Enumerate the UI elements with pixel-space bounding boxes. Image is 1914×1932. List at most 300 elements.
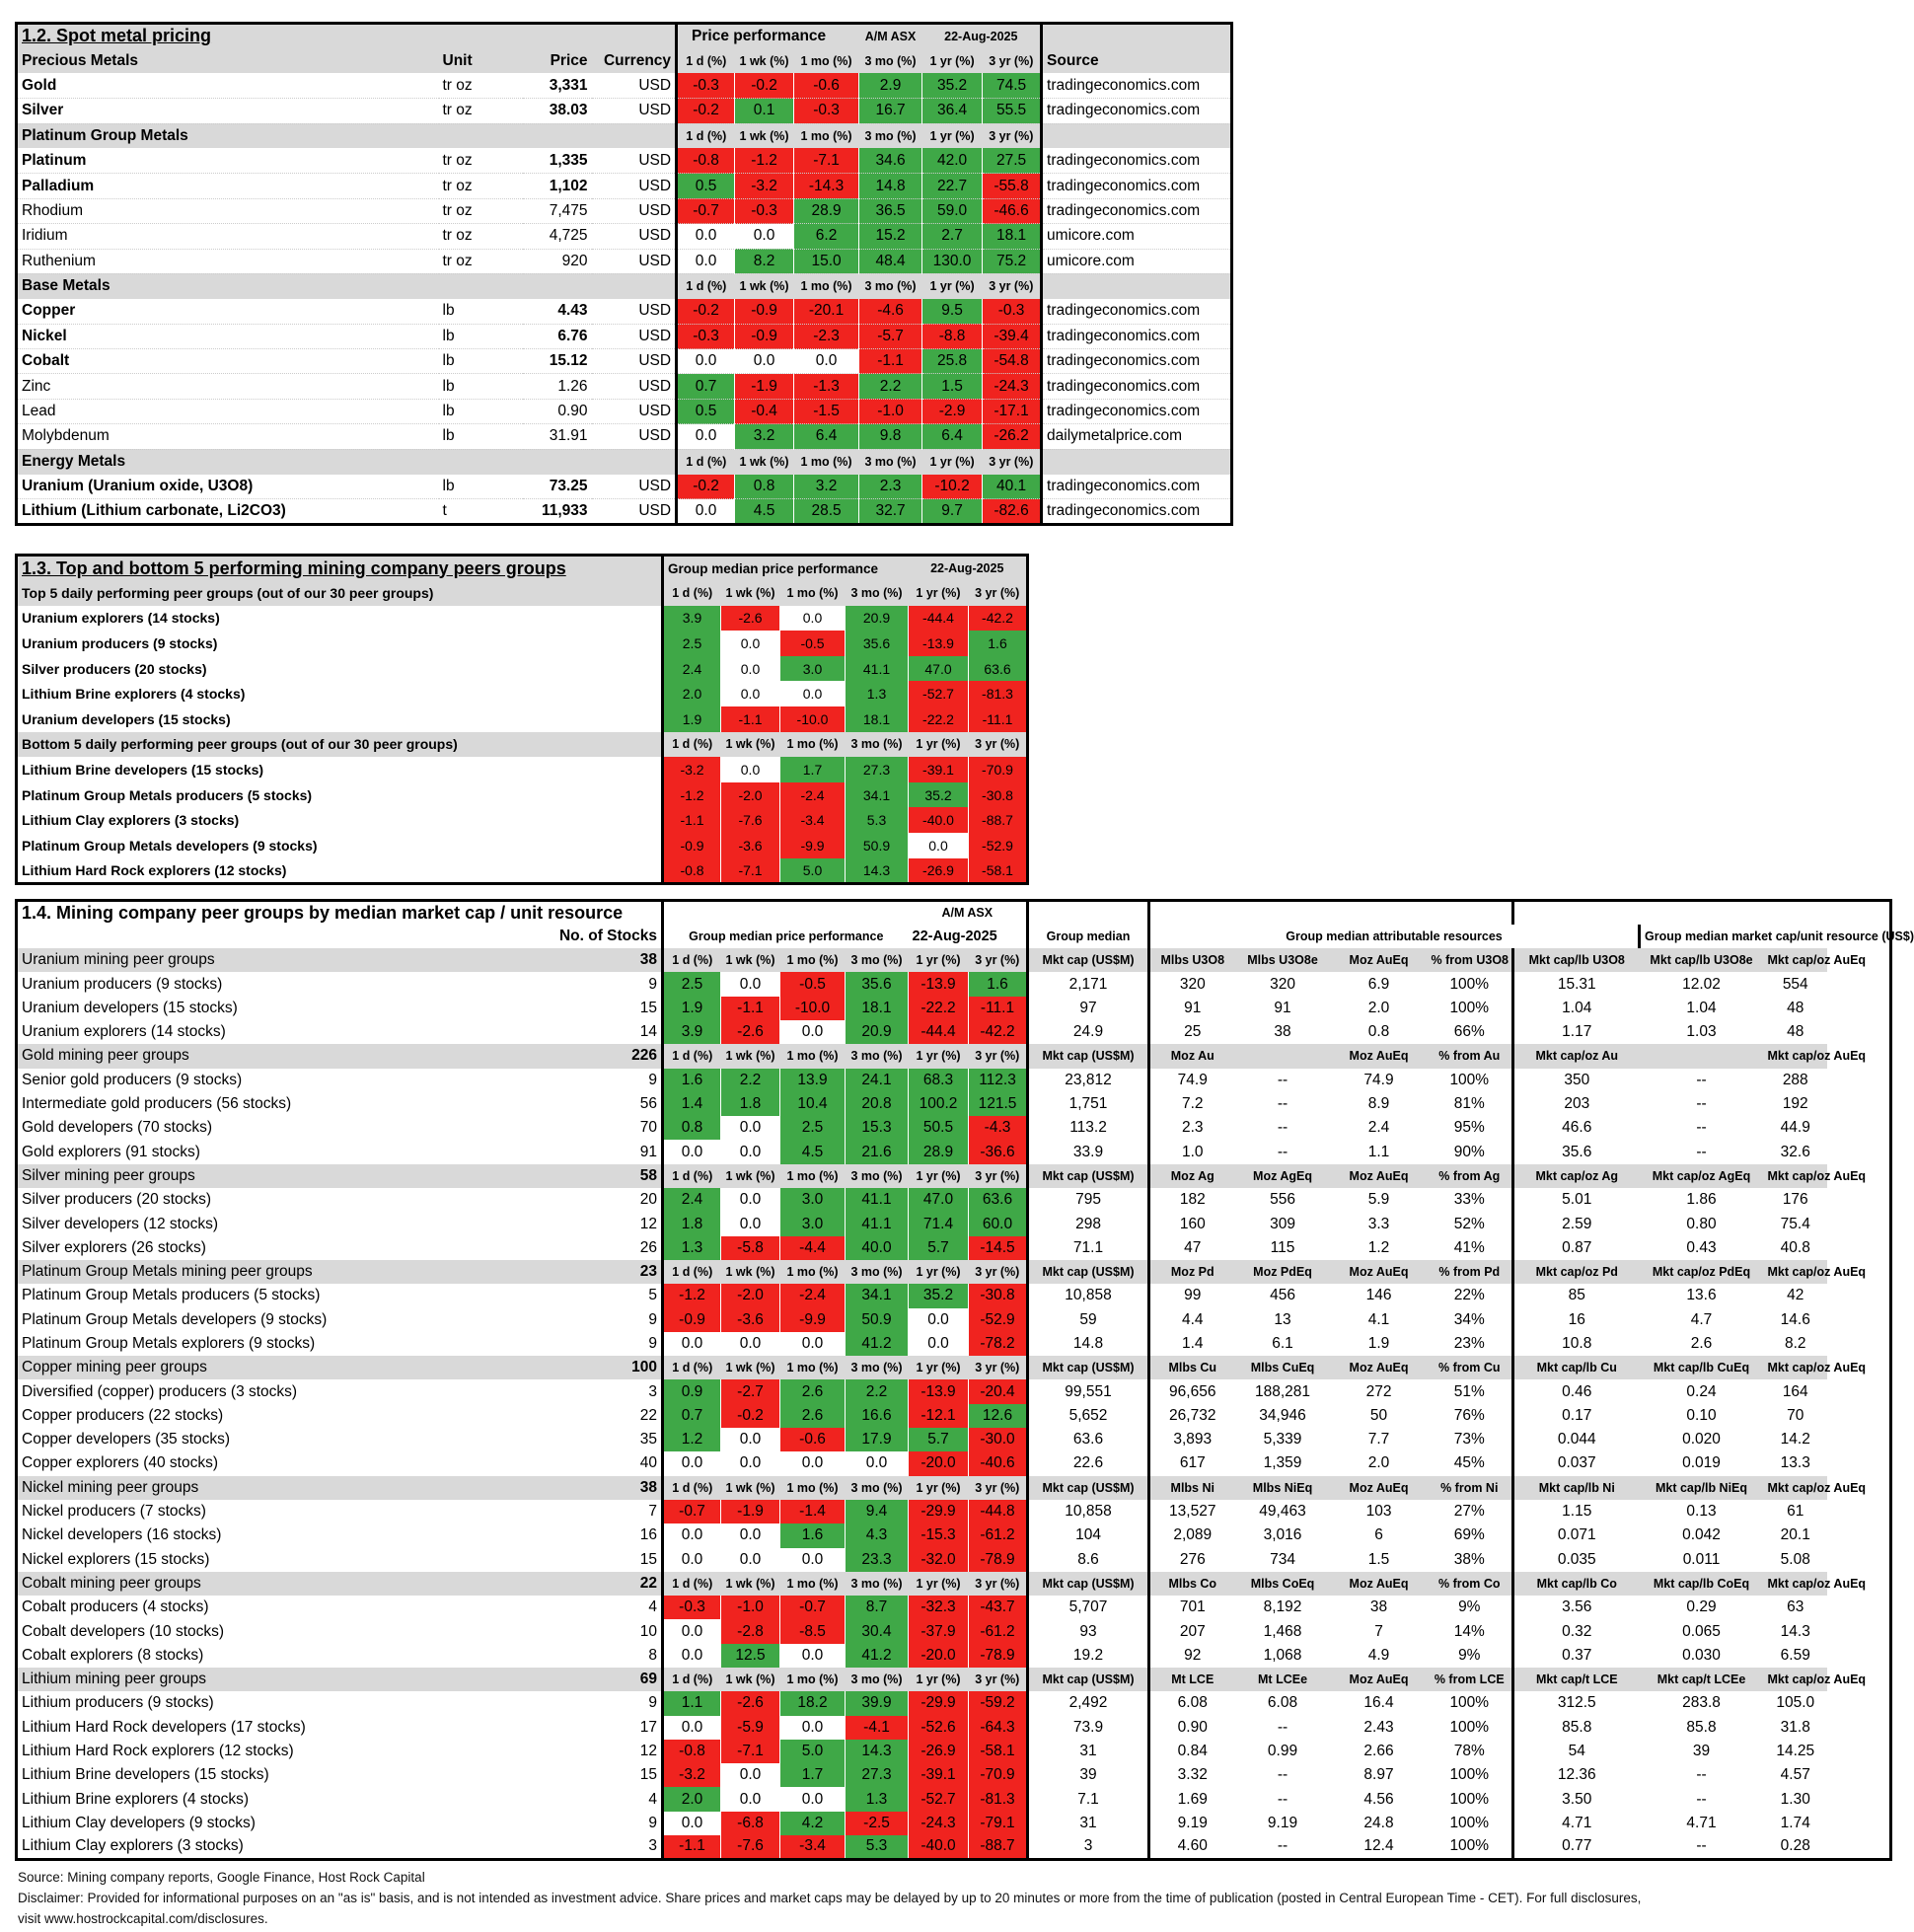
metric-value: 0.042: [1682, 1526, 1721, 1544]
table-row: [17, 73, 1232, 98]
perf-value: 0.7: [677, 374, 735, 399]
metric-value: 5,652: [1028, 1404, 1149, 1428]
metric-value: 1.04: [1686, 999, 1717, 1016]
perf-value: 27.3: [846, 1763, 909, 1787]
table-row: [17, 374, 1232, 399]
perf-value: -10.0: [780, 997, 846, 1020]
perf-value: 3.0: [780, 656, 846, 682]
perf-value: 40.1: [983, 475, 1042, 499]
perf-header: 3 yr (%): [969, 948, 1028, 972]
metric-header: Mkt cap/lb Cu: [1513, 1356, 1640, 1379]
price: 920: [523, 249, 592, 273]
perf-value: 5.3: [846, 807, 909, 833]
table-row: [17, 475, 1232, 499]
metric-value: 8.6: [1028, 1548, 1149, 1572]
peer-group-name: Lithium Brine explorers (4 stocks): [22, 1790, 249, 1808]
perf-value: 0.5: [677, 174, 735, 198]
group-name: Silver mining peer groups: [17, 1164, 543, 1188]
group-name: Uranium mining peer groups: [17, 948, 543, 972]
metric-value: 3.32: [1149, 1763, 1235, 1787]
table-row: [17, 1379, 1891, 1403]
currency: USD: [592, 349, 677, 374]
price: 31.91: [523, 424, 592, 449]
table-row: [17, 1332, 1891, 1356]
metric-header: Mkt cap (US$M): [1028, 1476, 1149, 1500]
metric-header: Mkt cap (US$M): [1028, 948, 1149, 972]
stock-count: 7: [648, 1503, 658, 1521]
perf-header: 3 yr (%): [969, 1260, 1028, 1284]
perf-header: 1 wk (%): [735, 48, 794, 73]
perf-value: -32.3: [909, 1596, 969, 1619]
metric-value: 95%: [1428, 1116, 1513, 1140]
stock-count: 12: [639, 1743, 658, 1760]
perf-value: 0.0: [780, 1548, 846, 1572]
metric-header: Mkt cap/oz AuEq: [1764, 1164, 1827, 1188]
perf-value: 2.0: [663, 681, 721, 706]
table-cell: [17, 925, 543, 948]
currency: USD: [592, 424, 677, 449]
metric-value: 617: [1149, 1451, 1235, 1475]
metric-header: Moz AuEq: [1331, 1044, 1428, 1068]
metric-value: 105.0: [1776, 1694, 1815, 1712]
perf-value: -81.3: [969, 681, 1028, 706]
metric-header: Mkt cap/oz Au: [1513, 1044, 1640, 1068]
peer-group-name: Copper producers (22 stocks): [22, 1406, 224, 1424]
metric-value: 100%: [1428, 1812, 1513, 1835]
metric-value: 100%: [1428, 1763, 1513, 1787]
metric-header: Moz AuEq: [1331, 1356, 1428, 1379]
perf-value: 1.8: [663, 1212, 721, 1235]
table-cell: [1028, 901, 1149, 925]
perf-value: -7.1: [721, 1740, 780, 1763]
perf-value: -0.2: [721, 1404, 780, 1428]
perf-value: 0.8: [735, 475, 794, 499]
perf-value: 50.5: [909, 1116, 969, 1140]
perf-value: -20.1: [794, 299, 859, 324]
perf-value: 20.9: [846, 1020, 909, 1044]
perf-value: -46.6: [983, 198, 1042, 223]
metric-header: Mlbs Ni: [1149, 1476, 1235, 1500]
perf-header: 1 d (%): [663, 1044, 721, 1068]
group-name: Nickel mining peer groups: [17, 1476, 543, 1500]
perf-value: 0.0: [846, 1451, 909, 1475]
metric-value: 2,492: [1028, 1691, 1149, 1715]
perf-value: 40.0: [846, 1236, 909, 1260]
metric-value: 3: [1028, 1835, 1149, 1859]
group-count: 38: [543, 948, 663, 972]
metric-value: 0.90: [1149, 1716, 1235, 1740]
perf-value: 0.0: [735, 224, 794, 249]
metric-value: 47: [1149, 1236, 1235, 1260]
metric-header: Mlbs U3O8e: [1235, 948, 1331, 972]
metric-value: 1.30: [1780, 1790, 1810, 1808]
table-row: [17, 807, 1028, 833]
spot-metal-pricing-table: [15, 22, 1233, 526]
metric-value: 31: [1028, 1812, 1149, 1835]
perf-value: 0.0: [663, 1523, 721, 1547]
stock-count: 4: [648, 1790, 658, 1808]
perf-value: 0.0: [663, 1619, 721, 1643]
metric-value: 34%: [1428, 1308, 1513, 1332]
perf-value: 20.9: [846, 606, 909, 632]
perf-value: 0.0: [677, 224, 735, 249]
perf-value: -37.9: [909, 1619, 969, 1643]
metric-value: 0.32: [1562, 1622, 1592, 1640]
perf-value: 3.2: [735, 424, 794, 449]
perf-header: 1 mo (%): [780, 732, 846, 758]
stock-count: 22: [639, 1406, 658, 1424]
peer-group-name: Cobalt producers (4 stocks): [22, 1598, 209, 1616]
table-row: [17, 606, 1028, 632]
perf-header: 1 wk (%): [735, 273, 794, 298]
metric-value: 6.59: [1780, 1646, 1810, 1664]
unit: tr oz: [439, 148, 523, 173]
table-row: [17, 24, 1232, 48]
metric-value: 456: [1270, 1287, 1295, 1304]
perf-value: 0.8: [663, 1116, 721, 1140]
stock-count: 20: [639, 1191, 658, 1209]
metric-header: Mkt cap/lb Ni: [1513, 1476, 1640, 1500]
table-cell: [1042, 449, 1232, 474]
metric-value: 320: [1149, 972, 1235, 996]
perf-value: 21.6: [846, 1140, 909, 1163]
perf-header: 3 mo (%): [846, 948, 909, 972]
perf-value: 0.0: [721, 1332, 780, 1356]
perf-value: 1.6: [969, 972, 1028, 996]
metric-value: 23,812: [1028, 1069, 1149, 1092]
metric-value: 1.4: [1149, 1332, 1235, 1356]
table-row: [17, 1835, 1891, 1859]
metal-name: Silver: [17, 99, 439, 123]
perf-value: 34.1: [846, 782, 909, 808]
metric-value: 51%: [1428, 1379, 1513, 1403]
metric-value: 2,089: [1149, 1523, 1235, 1547]
perf-header: 1 wk (%): [721, 948, 780, 972]
perf-value: 35.6: [846, 631, 909, 656]
perf-header: 1 yr (%): [922, 48, 983, 73]
metal-name: Copper: [17, 299, 439, 324]
perf-value: -5.9: [721, 1716, 780, 1740]
metric-value: 115: [1270, 1238, 1295, 1256]
perf-value: 0.0: [677, 424, 735, 449]
perf-value: 3.0: [780, 1212, 846, 1235]
perf-value: 10.4: [780, 1092, 846, 1116]
metal-name: Zinc: [17, 374, 439, 399]
perf-value: 24.1: [846, 1069, 909, 1092]
peer-group-name: Diversified (copper) producers (3 stocks): [22, 1382, 298, 1400]
perf-value: 50.9: [846, 1308, 909, 1332]
perf-value: 59.0: [922, 198, 983, 223]
metric-value: 10,858: [1028, 1284, 1149, 1307]
perf-value: 15.2: [859, 224, 922, 249]
metric-value: 81%: [1428, 1092, 1513, 1116]
date: 22-Aug-2025: [912, 928, 997, 944]
metric-value: 12.4: [1363, 1837, 1394, 1855]
perf-value: 55.5: [983, 99, 1042, 123]
perf-value: 4.3: [846, 1523, 909, 1547]
peer-group-name: Nickel explorers (15 stocks): [22, 1550, 210, 1568]
table-row: [17, 1572, 1891, 1596]
perf-value: 0.0: [721, 1451, 780, 1475]
table-cell: [663, 901, 909, 925]
perf-value: -39.1: [909, 1763, 969, 1787]
metric-value: 113.2: [1028, 1116, 1149, 1140]
metric-header: Moz AgEq: [1235, 1164, 1331, 1188]
metric-header: Mlbs Co: [1149, 1572, 1235, 1596]
metric-header: Mkt cap/oz AuEq: [1764, 948, 1827, 972]
table-row: [17, 399, 1232, 423]
perf-value: -61.2: [969, 1523, 1028, 1547]
perf-value: -3.6: [721, 833, 780, 858]
perf-value: -2.4: [780, 1284, 846, 1307]
perf-value: 5.0: [780, 1740, 846, 1763]
metric-value: --: [1277, 1143, 1288, 1160]
perf-value: -14.3: [794, 174, 859, 198]
perf-value: -70.9: [969, 1763, 1028, 1787]
perf-value: 112.3: [969, 1069, 1028, 1092]
perf-header: 1 yr (%): [909, 1356, 969, 1379]
metric-value: 9.19: [1267, 1814, 1298, 1831]
metric-value: 2,171: [1028, 972, 1149, 996]
table-row: [17, 948, 1891, 972]
metric-value: 207: [1149, 1619, 1235, 1643]
perf-value: -2.8: [721, 1619, 780, 1643]
metric-value: 160: [1149, 1212, 1235, 1235]
metric-value: 734: [1270, 1550, 1295, 1568]
metric-value: 3,016: [1263, 1526, 1302, 1544]
metric-header: Mkt cap/t LCEe: [1640, 1668, 1764, 1691]
currency: USD: [592, 399, 677, 423]
perf-header: 1 yr (%): [909, 580, 969, 606]
perf-value: 15.3: [846, 1116, 909, 1140]
perf-value: 0.0: [909, 1332, 969, 1356]
perf-value: 0.0: [663, 1644, 721, 1668]
perf-value: -42.2: [969, 1020, 1028, 1044]
price: 0.90: [523, 399, 592, 423]
stock-count: 40: [639, 1454, 658, 1472]
perf-value: 14.8: [859, 174, 922, 198]
perf-header: 1 wk (%): [721, 1260, 780, 1284]
metric-value: 0.29: [1686, 1598, 1717, 1616]
perf-value: -0.3: [983, 299, 1042, 324]
source: tradingeconomics.com: [1042, 374, 1232, 399]
metric-value: 14.25: [1776, 1743, 1815, 1760]
perf-value: -39.4: [983, 324, 1042, 348]
perf-header: 1 d (%): [677, 449, 735, 474]
group-name: Energy Metals: [17, 449, 439, 474]
table-cell: [439, 123, 677, 148]
metric-header: [1235, 1044, 1331, 1068]
table-cell: [439, 449, 677, 474]
perf-value: -0.6: [780, 1428, 846, 1451]
table-row: [17, 299, 1232, 324]
price: 3,331: [523, 73, 592, 98]
metric-header: Mlbs CuEq: [1235, 1356, 1331, 1379]
table-row: [17, 757, 1028, 782]
metric-value: 39: [1692, 1743, 1711, 1760]
perf-value: 1.6: [663, 1069, 721, 1092]
peer-group-name: Gold developers (70 stocks): [22, 1119, 212, 1137]
perf-header: 3 mo (%): [846, 1164, 909, 1188]
metric-value: 74.9: [1149, 1069, 1235, 1092]
perf-header: 1 d (%): [677, 123, 735, 148]
perf-value: -12.1: [909, 1404, 969, 1428]
perf-value: 0.0: [677, 249, 735, 273]
perf-header: 1 yr (%): [922, 449, 983, 474]
metric-value: 9%: [1428, 1644, 1513, 1668]
metric-header: Moz AuEq: [1331, 1164, 1428, 1188]
metric-value: 24.8: [1363, 1814, 1394, 1831]
table-row: [17, 1116, 1891, 1140]
perf-value: -2.5: [846, 1812, 909, 1835]
perf-value: 0.0: [780, 1716, 846, 1740]
metric-value: 3,893: [1149, 1428, 1235, 1451]
perf-value: -78.9: [969, 1644, 1028, 1668]
col-source: Source: [1042, 48, 1232, 73]
metal-name: Palladium: [17, 174, 439, 198]
perf-value: 25.8: [922, 349, 983, 374]
perf-header: 3 mo (%): [859, 273, 922, 298]
perf-value: 1.8: [721, 1092, 780, 1116]
table-cell: [1042, 24, 1232, 48]
metric-value: 1.5: [1367, 1550, 1390, 1568]
table-row: [17, 224, 1232, 249]
metric-value: 0.030: [1682, 1646, 1721, 1664]
metric-value: 48: [1787, 999, 1804, 1016]
peer-group-name: Lithium Hard Rock explorers (12 stocks): [22, 861, 287, 878]
perf-header: 3 mo (%): [846, 1668, 909, 1691]
perf-value: -24.3: [909, 1812, 969, 1835]
stock-count: 15: [639, 1550, 658, 1568]
metric-value: --: [1696, 1119, 1707, 1137]
peer-group-name: Silver producers (20 stocks): [22, 1191, 212, 1209]
stock-count: 4: [648, 1598, 658, 1616]
metric-header: Moz AuEq: [1331, 1260, 1428, 1284]
perf-value: 0.0: [735, 349, 794, 374]
metric-value: 61: [1787, 1503, 1804, 1521]
metric-header: Mlbs CoEq: [1235, 1572, 1331, 1596]
perf-value: 41.1: [846, 656, 909, 682]
metric-header: Mkt cap/lb U3O8: [1513, 948, 1640, 972]
metric-header: Mkt cap/oz AuEq: [1764, 1572, 1827, 1596]
table-row: [17, 656, 1028, 682]
perf-value: 9.7: [922, 499, 983, 524]
perf-value: -40.6: [969, 1451, 1028, 1475]
perf-value: -20.0: [909, 1451, 969, 1475]
table-row: [17, 1812, 1891, 1835]
perf-value: 2.6: [780, 1379, 846, 1403]
metric-value: 288: [1782, 1071, 1808, 1088]
top-bottom-peer-groups-table: [15, 554, 1029, 885]
perf-title: Group median price performance: [663, 556, 909, 581]
metric-value: 276: [1149, 1548, 1235, 1572]
metric-value: --: [1277, 1095, 1288, 1113]
price: 15.12: [523, 349, 592, 374]
perf-value: 3.0: [780, 1188, 846, 1212]
perf-value: 121.5: [969, 1092, 1028, 1116]
metric-value: 4.9: [1367, 1646, 1390, 1664]
metric-header: Mkt cap/oz AuEq: [1764, 1260, 1827, 1284]
metric-value: 1.1: [1367, 1143, 1390, 1160]
perf-header: 1 yr (%): [909, 948, 969, 972]
perf-header: 1 yr (%): [922, 123, 983, 148]
perf-value: 2.2: [846, 1379, 909, 1403]
unit: lb: [439, 349, 523, 374]
metric-value: 13,527: [1149, 1500, 1235, 1523]
perf-value: -9.9: [780, 1308, 846, 1332]
metric-value: 70: [1787, 1406, 1804, 1424]
stock-count: 14: [639, 1023, 658, 1041]
perf-value: 2.5: [663, 972, 721, 996]
perf-value: 1.5: [922, 374, 983, 399]
metric-header: Mt LCEe: [1235, 1668, 1331, 1691]
table-cell: [1042, 123, 1232, 148]
metric-header: Mkt cap/oz PdEq: [1640, 1260, 1764, 1284]
metric-value: 90%: [1428, 1140, 1513, 1163]
perf-value: 35.2: [909, 1284, 969, 1307]
perf-header: 1 yr (%): [909, 1164, 969, 1188]
stock-count: 91: [639, 1143, 658, 1160]
perf-value: -82.6: [983, 499, 1042, 524]
table-row: [17, 681, 1028, 706]
perf-header: 3 mo (%): [846, 732, 909, 758]
perf-value: 0.0: [794, 349, 859, 374]
metric-value: 14.2: [1780, 1431, 1810, 1449]
perf-value: -1.2: [735, 148, 794, 173]
metric-value: 0.99: [1267, 1743, 1298, 1760]
metric-value: 7: [1374, 1622, 1383, 1640]
metric-value: 100%: [1428, 1691, 1513, 1715]
perf-value: -3.4: [780, 1835, 846, 1859]
perf-value: 5.3: [846, 1835, 909, 1859]
source: tradingeconomics.com: [1042, 324, 1232, 348]
metric-value: --: [1277, 1790, 1288, 1808]
perf-value: -0.2: [677, 99, 735, 123]
peer-group-name: Senior gold producers (9 stocks): [22, 1071, 243, 1088]
footer-disclaimer: Disclaimer: Provided for informational purposes on an "as is" basis, and is not intended as investment advice. Share prices and market caps may be delayed by up to 20 minutes or more from the time of publication (posted in Central European Time - CET). For full disclosures,: [18, 1891, 1642, 1905]
metric-value: 93: [1028, 1619, 1149, 1643]
perf-value: 1.4: [663, 1092, 721, 1116]
perf-value: 9.4: [846, 1500, 909, 1523]
stock-count: 9: [648, 1071, 658, 1088]
group-count: 69: [543, 1668, 663, 1691]
perf-header: 3 yr (%): [969, 580, 1028, 606]
metric-value: 22.6: [1028, 1451, 1149, 1475]
perf-value: -0.2: [677, 299, 735, 324]
perf-header: 3 yr (%): [969, 1356, 1028, 1379]
metric-value: 1,068: [1263, 1646, 1302, 1664]
peer-groups-market-cap-table: [15, 899, 1914, 1861]
metric-value: 1.0: [1149, 1140, 1235, 1163]
am-asx: A/M ASX: [859, 24, 922, 48]
perf-value: 18.1: [846, 997, 909, 1020]
metric-value: 0.020: [1682, 1431, 1721, 1449]
perf-value: 74.5: [983, 73, 1042, 98]
unit: tr oz: [439, 198, 523, 223]
table-row: [17, 198, 1232, 223]
table-row: [17, 1236, 1891, 1260]
peer-group-name: Gold explorers (91 stocks): [22, 1143, 200, 1160]
perf-value: 1.6: [780, 1523, 846, 1547]
perf-value: -30.8: [969, 782, 1028, 808]
metric-value: 99,551: [1028, 1379, 1149, 1403]
perf-header: 3 yr (%): [969, 1476, 1028, 1500]
unit: tr oz: [439, 224, 523, 249]
metric-header: Mlbs U3O8: [1149, 948, 1235, 972]
perf-value: -1.1: [663, 807, 721, 833]
perf-header: 1 yr (%): [922, 273, 983, 298]
perf-value: -52.7: [909, 681, 969, 706]
